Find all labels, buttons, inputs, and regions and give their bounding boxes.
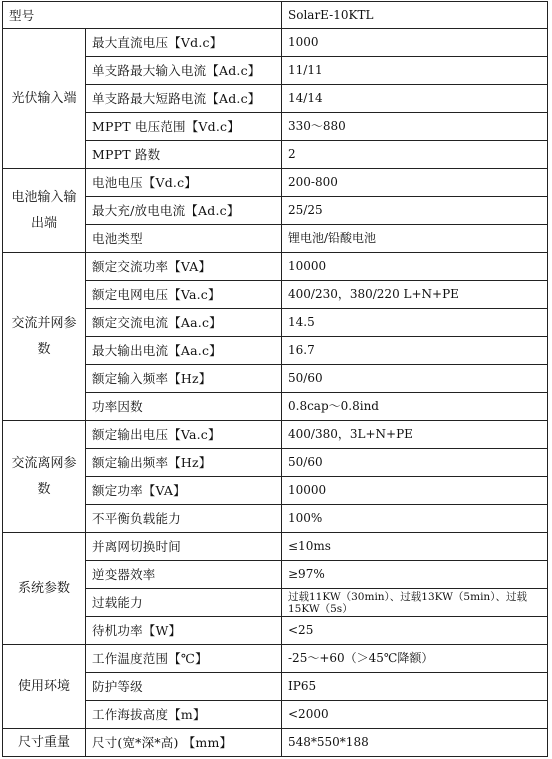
parameter-name: 过载能力 (86, 589, 282, 617)
group-label-battery-io: 电池输入输出端 (3, 169, 86, 253)
model-value: SolarE-10KTL (282, 2, 548, 29)
parameter-name: 尺寸(宽*深*高) 【mm】 (86, 729, 282, 757)
parameter-name: 待机功率【W】 (86, 617, 282, 645)
parameter-name: 电池类型 (86, 225, 282, 253)
group-label-dimensions: 尺寸重量 (3, 729, 86, 757)
parameter-value: 400/380，3L+N+PE (282, 421, 548, 449)
table-row (3, 729, 548, 757)
parameter-value: <25 (282, 617, 548, 645)
parameter-value: 2 (282, 141, 548, 169)
parameter-name: 额定交流电流【Aa.c】 (86, 309, 282, 337)
parameter-value: 0.8cap～0.8ind (282, 393, 548, 421)
group-label-pv-input: 光伏输入端 (3, 29, 86, 169)
table-row-model (3, 2, 548, 29)
table-row (3, 421, 548, 449)
parameter-value: ≤10ms (282, 533, 548, 561)
parameter-value: 14.5 (282, 309, 548, 337)
parameter-name: 额定功率【VA】 (86, 477, 282, 505)
parameter-value: 11/11 (282, 57, 548, 85)
group-label-environment: 使用环境 (3, 645, 86, 729)
table-row (3, 645, 548, 673)
parameter-name: MPPT 电压范围【Vd.c】 (86, 113, 282, 141)
parameter-value: IP65 (282, 673, 548, 701)
parameter-value: 10000 (282, 477, 548, 505)
parameter-value: 548*550*188 (282, 729, 548, 757)
spec-table-body (3, 2, 548, 757)
parameter-name: 额定输入频率【Hz】 (86, 365, 282, 393)
parameter-value: 25/25 (282, 197, 548, 225)
spec-table (2, 1, 548, 757)
parameter-value: 50/60 (282, 449, 548, 477)
parameter-name: 并离网切换时间 (86, 533, 282, 561)
parameter-value: 过载11KW（30min）、过载13KW（5min）、过载15KW（5s） (282, 589, 548, 617)
parameter-name: 电池电压【Vd.c】 (86, 169, 282, 197)
parameter-name: 单支路最大短路电流【Ad.c】 (86, 85, 282, 113)
parameter-value: -25～+60（＞45℃降额） (282, 645, 548, 673)
parameter-value: 14/14 (282, 85, 548, 113)
parameter-value: 330～880 (282, 113, 548, 141)
parameter-name: 额定交流功率【VA】 (86, 253, 282, 281)
parameter-name: 功率因数 (86, 393, 282, 421)
table-row (3, 29, 548, 57)
parameter-name: 额定输出电压【Va.c】 (86, 421, 282, 449)
parameter-value: ≥97% (282, 561, 548, 589)
group-label-system: 系统参数 (3, 533, 86, 645)
parameter-value: 10000 (282, 253, 548, 281)
parameter-value: 锂电池/铅酸电池 (282, 225, 548, 253)
parameter-name: 最大直流电压【Vd.c】 (86, 29, 282, 57)
parameter-value: 16.7 (282, 337, 548, 365)
group-label-ac-grid: 交流并网参数 (3, 253, 86, 421)
model-label: 型号 (3, 2, 282, 29)
parameter-name: 工作温度范围【℃】 (86, 645, 282, 673)
parameter-value: <2000 (282, 701, 548, 729)
parameter-value: 100% (282, 505, 548, 533)
table-row (3, 169, 548, 197)
parameter-name: 额定电网电压【Va.c】 (86, 281, 282, 309)
parameter-value: 400/230，380/220 L+N+PE (282, 281, 548, 309)
parameter-name: 工作海拔高度【m】 (86, 701, 282, 729)
parameter-name: 最大输出电流【Aa.c】 (86, 337, 282, 365)
group-label-ac-offgrid: 交流离网参数 (3, 421, 86, 533)
parameter-name: MPPT 路数 (86, 141, 282, 169)
parameter-name: 单支路最大输入电流【Ad.c】 (86, 57, 282, 85)
table-row (3, 533, 548, 561)
parameter-value: 50/60 (282, 365, 548, 393)
parameter-name: 防护等级 (86, 673, 282, 701)
parameter-name: 不平衡负载能力 (86, 505, 282, 533)
parameter-name: 最大充/放电电流【Ad.c】 (86, 197, 282, 225)
parameter-value: 1000 (282, 29, 548, 57)
parameter-value: 200-800 (282, 169, 548, 197)
table-row (3, 253, 548, 281)
parameter-name: 额定输出频率【Hz】 (86, 449, 282, 477)
parameter-name: 逆变器效率 (86, 561, 282, 589)
